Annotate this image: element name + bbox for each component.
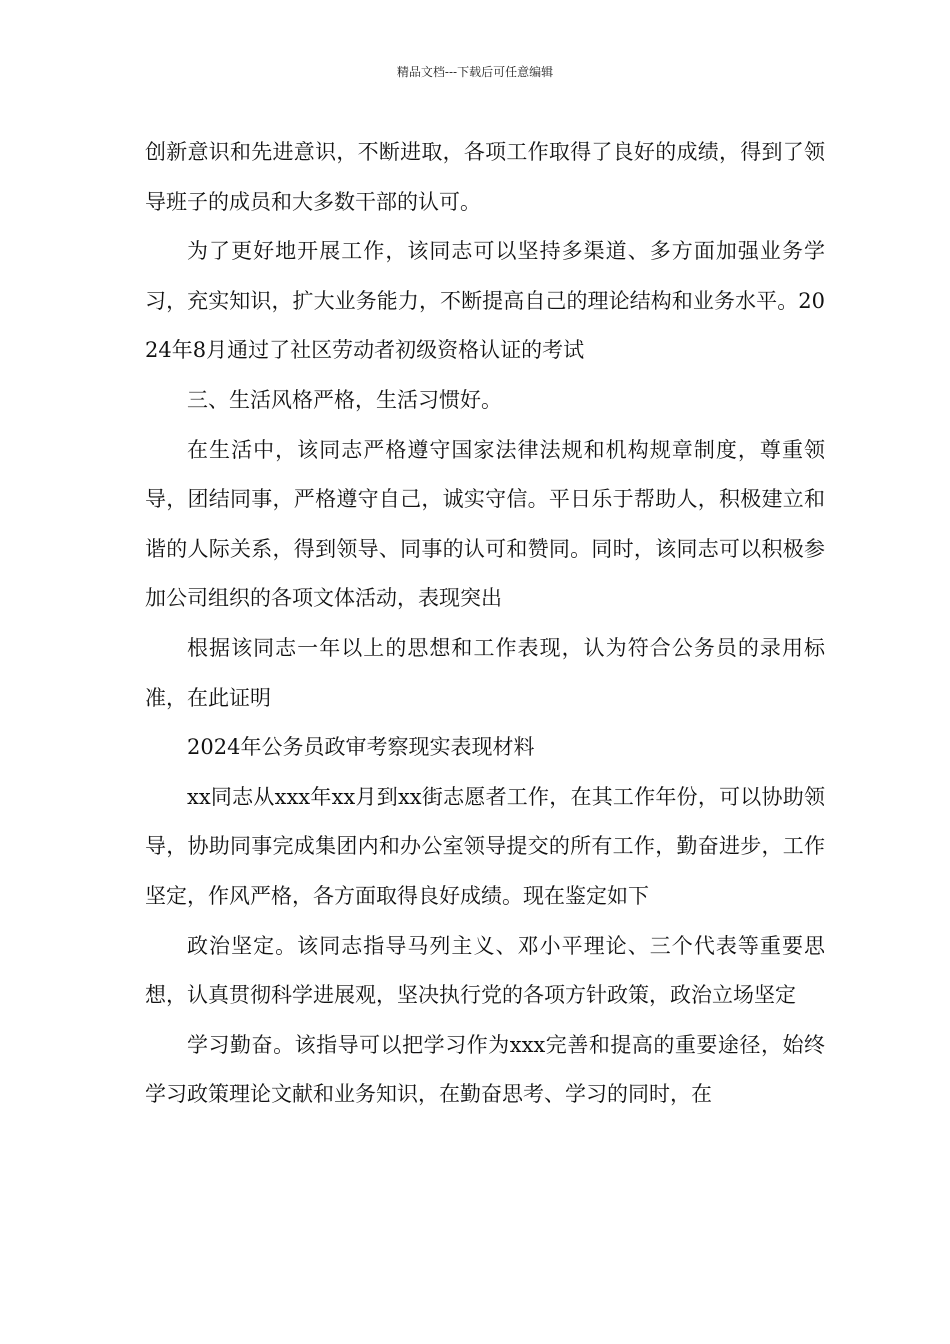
document-body [145,128,825,1120]
paragraph-3: 在生活中，该同志严格遵守国家法律法规和机构规章制度，尊重领导，团结同事，严格遵守自己，诚实守信。平日乐于帮助人，积极建立和谐的人际关系，得到领导、同事的认可和赞同。同时，该同志可以积极参加公司组织的各项文体活动，表现突出 [145,437,825,611]
paragraph-6: 政治坚定。该同志指导马列主义、邓小平理论、三个代表等重要思想，认真贯彻科学进展观，坚决执行党的各项方针政策，政治立场坚定 [145,933,825,1008]
paragraph-2: 为了更好地开展工作，该同志可以坚持多渠道、多方面加强业务学习，充实知识，扩大业务能力，不断提高自己的理论结构和业务水平。2024年8月通过了社区劳动者初级资格认证的考试 [145,239,825,363]
paragraph-7: 学习勤奋。该指导可以把学习作为xxx完善和提高的重要途径，始终学习政策理论文献和业务知识，在勤奋思考、学习的同时，在 [145,1032,825,1107]
paragraph-1: 创新意识和先进意识，不断进取，各项工作取得了良好的成绩，得到了领导班子的成员和大多数干部的认可。 [145,140,825,214]
paragraph-4: 根据该同志一年以上的思想和工作表现，认为符合公务员的录用标准，在此证明 [145,635,825,710]
page-header: 精品文档---下载后可任意编辑 [396,65,554,79]
paragraph-5: xx同志从xxx年xx月到xx街志愿者工作，在其工作年份，可以协助领导，协助同事完成集团内和办公室领导提交的所有工作，勤奋进步，工作坚定，作风严格，各方面取得良好成绩。现在鉴定如下 [145,784,825,908]
document-title: 2024年公务员政审考察现实表现材料 [187,735,535,760]
section-heading: 三、生活风格严格，生活习惯好。 [187,387,502,412]
